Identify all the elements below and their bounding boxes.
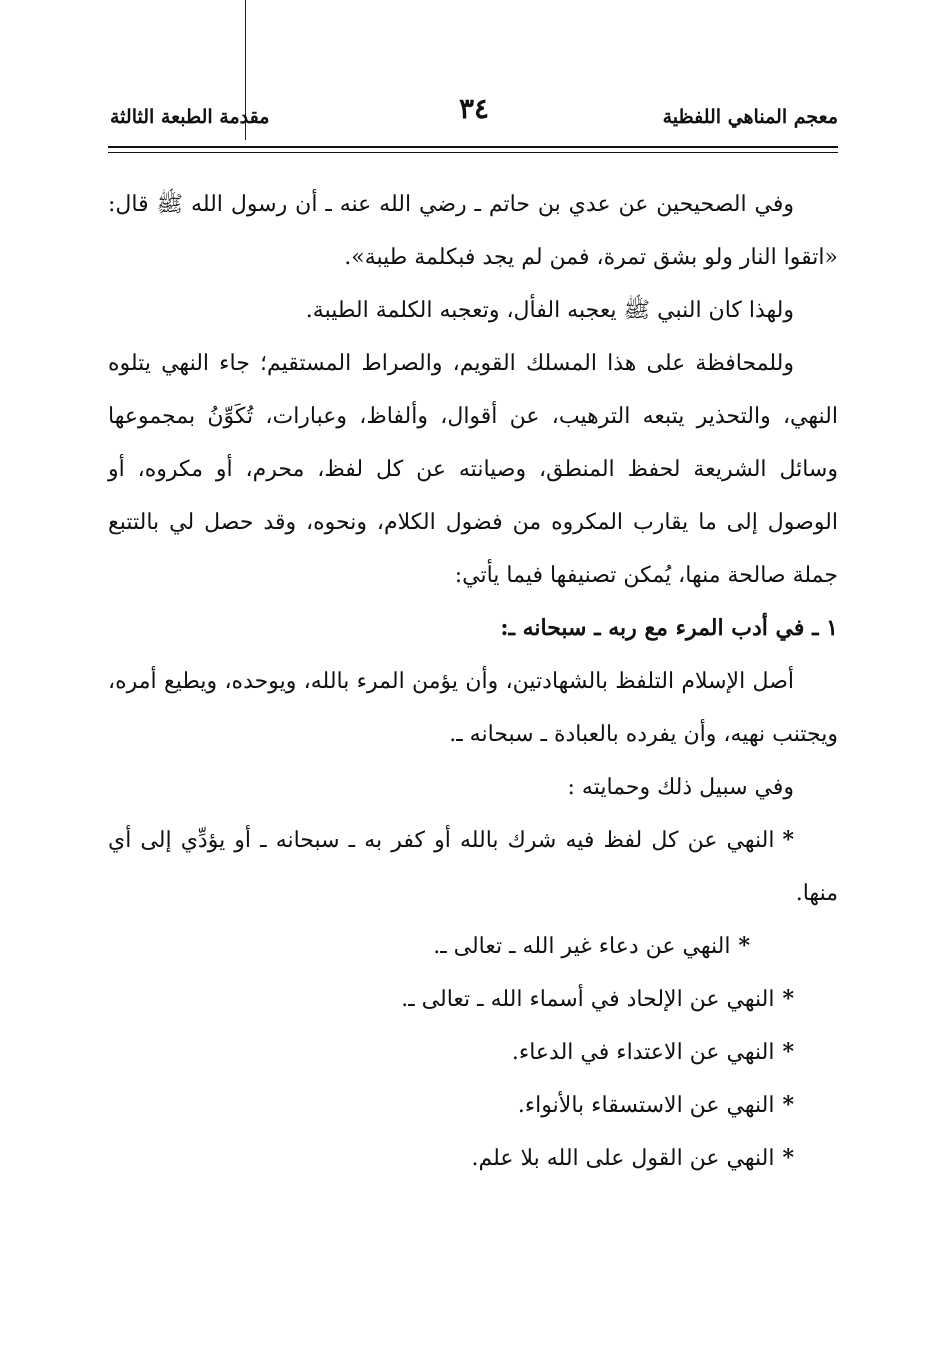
page-body	[108, 178, 838, 1185]
page-number: ٣٤	[458, 92, 490, 125]
list-item	[108, 973, 838, 1026]
paragraph-hadith: وفي الصحيحين عن عدي بن حاتم ـ رضي الله عنه ـ أن رسول الله ﷺ قال: «اتقوا النار ولو بشق تمرة، فمن لم يجد فبكلمة طيبة».	[108, 192, 838, 270]
list-item	[108, 814, 838, 920]
bullet-star-icon: *	[738, 933, 750, 959]
list-item-text: النهي عن الإلحاد في أسماء الله ـ تعالى ـ.	[401, 987, 775, 1012]
running-head-book-title: معجم المناهي اللفظية	[662, 106, 838, 128]
bullet-star-icon: *	[782, 1039, 794, 1065]
list-item-text: النهي عن دعاء غير الله ـ تعالى ـ.	[433, 934, 731, 959]
header-rule-thick	[108, 146, 838, 148]
list-item	[108, 920, 838, 973]
list-item-text: النهي عن الاعتداء في الدعاء.	[511, 1040, 775, 1065]
page-header	[110, 92, 838, 142]
paragraph-islam-basis: أصل الإسلام التلفظ بالشهادتين، وأن يؤمن المرء بالله، ويوحده، ويطيع أمره، ويجتنب نهيه، وأن يفرده بالعبادة ـ سبحانه ـ.	[108, 669, 838, 747]
list-item	[108, 1079, 838, 1132]
paragraph-protection: وفي سبيل ذلك وحمايته :	[567, 775, 794, 800]
header-rule-thin	[108, 152, 838, 153]
section-heading: ١ ـ في أدب المرء مع ربه ـ سبحانه ـ:	[500, 615, 838, 641]
bullet-star-icon: *	[782, 827, 794, 853]
list-item	[108, 1026, 838, 1079]
bullet-star-icon: *	[782, 1145, 794, 1171]
paragraph-fal: ولهذا كان النبي ﷺ يعجبه الفأل، وتعجبه الكلمة الطيبة.	[305, 298, 794, 323]
bullet-star-icon: *	[782, 986, 794, 1012]
bullet-star-icon: *	[782, 1092, 794, 1118]
list-item-text: النهي عن القول على الله بلا علم.	[471, 1146, 775, 1171]
list-item-text: النهي عن الاستسقاء بالأنواء.	[517, 1093, 775, 1118]
list-item	[108, 1132, 838, 1185]
list-item-text: النهي عن كل لفظ فيه شرك بالله أو كفر به ـ سبحانه ـ أو يؤدِّي إلى أي منها.	[108, 828, 838, 906]
paragraph-preservation: وللمحافظة على هذا المسلك القويم، والصراط المستقيم؛ جاء النهي يتلوه النهي، والتحذير يتبعه الترهيب، عن أقوال، وألفاظ، وعبارات، تُكَوِّنُ بمجموعها وسائل الشريعة لحفظ المنطق، وصيانته عن كل لفظ، محرم، أو مكروه، أو الوصول إلى ما يقارب المكروه من فضول الكلام، ونحوه، وقد حصل لي بالتتبع جملة صالحة منها، يُمكن تصنيفها فيما يأتي:	[108, 351, 838, 588]
running-head-section-title: مقدمة الطبعة الثالثة	[110, 106, 270, 128]
